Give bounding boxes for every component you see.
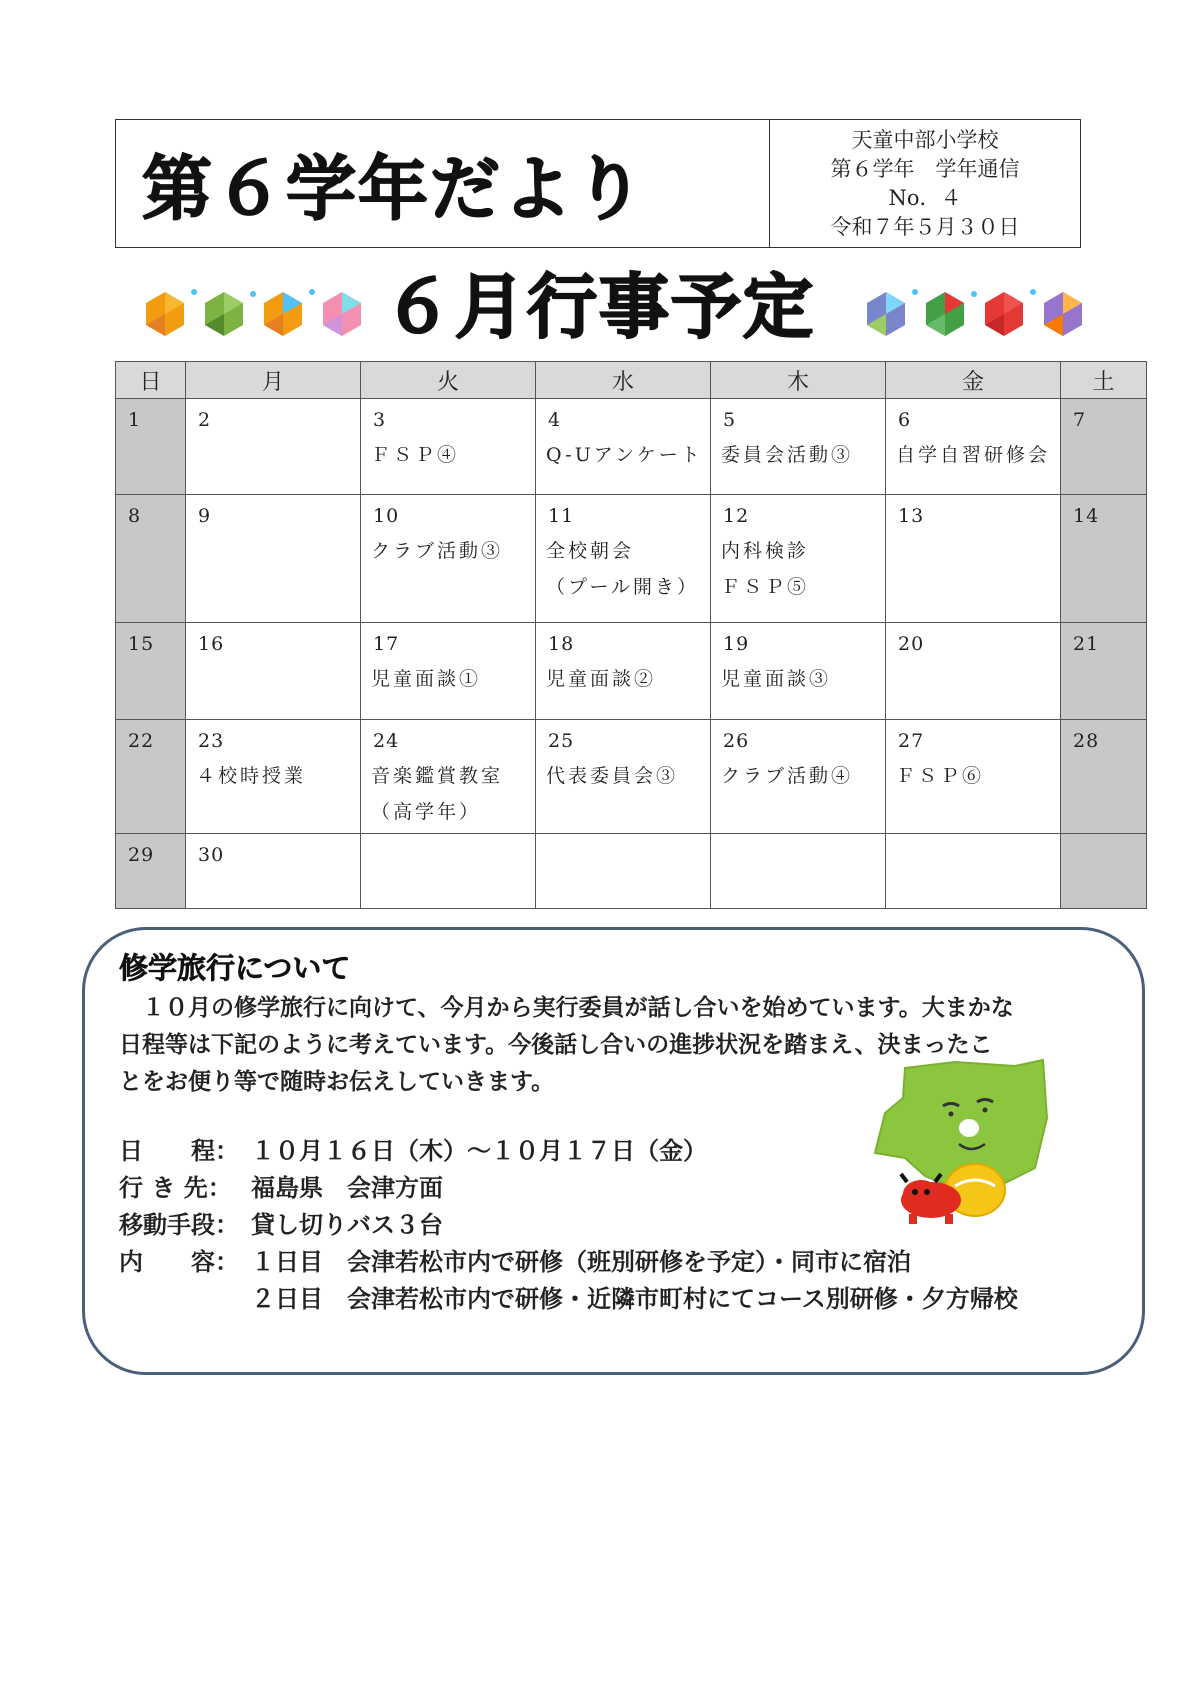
calendar-day-cell — [1061, 495, 1147, 623]
calendar-event: 児童面談② — [546, 668, 657, 690]
schedule-content-row — [119, 1241, 1018, 1278]
day-number: 8 — [128, 505, 142, 527]
intro-line: とをお便り等で随時お伝えしていきます。 — [119, 1069, 555, 1095]
day-number: 27 — [898, 730, 925, 752]
calendar-event: 児童面談① — [371, 668, 482, 690]
day-number: 26 — [723, 730, 750, 752]
trip-title: 修学旅行について — [119, 951, 351, 985]
day-number: 11 — [548, 505, 575, 527]
calendar-event: 内科検診 — [721, 540, 810, 562]
calendar-day-cell — [1061, 623, 1147, 720]
day-number — [536, 834, 710, 844]
calendar-day-cell — [886, 399, 1061, 495]
calendar-event: 児童面談③ — [721, 668, 832, 690]
calendar-empty-cell — [536, 834, 711, 909]
intro-line: １０月の修学旅行に向けて、今月から実行委員が話し合いを始めています。大まかな — [119, 995, 1014, 1021]
weekday-header: 土 — [1061, 362, 1147, 399]
school-trip-box — [82, 927, 1145, 1375]
day-number: 17 — [373, 633, 400, 655]
day-number: 6 — [898, 409, 912, 431]
calendar-day-cell — [536, 720, 711, 834]
calendar-day-cell — [536, 495, 711, 623]
calendar-day-cell — [886, 495, 1061, 623]
calendar-event: Q-Uアンケート — [546, 444, 703, 466]
schedule-day2: ２日目 会津若松市内で研修・近隣市町村にてコース別研修・夕方帰校 — [251, 1285, 1018, 1313]
fukushima-mascot-icon — [865, 1058, 1055, 1228]
intro-line: 日程等は下記のように考えています。今後話し合いの進捗状況を踏まえ、決まったこ — [119, 1032, 993, 1058]
day-number: 18 — [548, 633, 575, 655]
day-number: 22 — [128, 730, 155, 752]
schedule-label: 内 容： — [119, 1248, 239, 1276]
calendar-day-cell — [116, 495, 186, 623]
calendar-empty-cell — [886, 834, 1061, 909]
newsletter-info — [770, 120, 1080, 247]
newsletter-name: 第６学年 学年通信 — [830, 156, 1020, 181]
day-number — [361, 834, 535, 844]
calendar-day-cell — [536, 399, 711, 495]
calendar-day-cell — [116, 834, 186, 909]
issue-number: No．４ — [888, 185, 962, 210]
schedule-value: １０月１６日（木）～１０月１７日（金） — [251, 1137, 707, 1165]
calendar-day-cell — [361, 623, 536, 720]
calendar-event: ４校時授業 — [196, 765, 307, 787]
calendar-day-cell — [116, 623, 186, 720]
calendar-day-cell — [186, 495, 361, 623]
weekday-header: 日 — [116, 362, 186, 399]
weekday-header: 月 — [186, 362, 361, 399]
calendar-event: （高学年） — [371, 801, 482, 823]
calendar-day-cell — [711, 623, 886, 720]
weekday-header: 木 — [711, 362, 886, 399]
calendar-week-row — [116, 399, 1147, 495]
schedule-content-row-2 — [119, 1278, 1018, 1315]
calendar-week-row — [116, 834, 1147, 909]
hexagon-decoration-right-icon — [860, 282, 1090, 342]
day-number — [711, 834, 885, 844]
calendar-event: クラブ活動④ — [721, 765, 854, 787]
day-number: 4 — [548, 409, 562, 431]
calendar-day-cell — [1061, 720, 1147, 834]
day-number: 13 — [898, 505, 925, 527]
calendar-day-cell — [361, 720, 536, 834]
day-number — [1061, 834, 1146, 844]
day-number: 10 — [373, 505, 400, 527]
calendar-day-cell — [361, 495, 536, 623]
newsletter-title: 第６学年だより — [142, 148, 646, 230]
calendar-week-row — [116, 623, 1147, 720]
title-cell — [116, 120, 770, 247]
june-calendar — [115, 361, 1147, 909]
calendar-event: 自学自習研修会 — [896, 444, 1051, 466]
weekday-header: 水 — [536, 362, 711, 399]
day-number: 16 — [198, 633, 225, 655]
calendar-day-cell — [186, 399, 361, 495]
day-number: 12 — [723, 505, 750, 527]
hexagon-decoration-left-icon — [139, 282, 369, 342]
day-number: 5 — [723, 409, 737, 431]
school-name: 天童中部小学校 — [851, 127, 999, 152]
calendar-week-row — [116, 495, 1147, 623]
calendar-day-cell — [186, 834, 361, 909]
day-number: 7 — [1073, 409, 1087, 431]
schedule-label: 行 き 先： — [119, 1174, 232, 1202]
newsletter-header — [115, 119, 1081, 248]
day-number: 19 — [723, 633, 750, 655]
day-number: 28 — [1073, 730, 1100, 752]
day-number: 1 — [128, 409, 142, 431]
weekday-header: 火 — [361, 362, 536, 399]
day-number: 2 — [198, 409, 212, 431]
calendar-event: クラブ活動③ — [371, 540, 504, 562]
day-number: 25 — [548, 730, 575, 752]
day-number: 14 — [1073, 505, 1100, 527]
issue-date: 令和７年５月３０日 — [830, 214, 1020, 239]
day-number: 3 — [373, 409, 387, 431]
day-number: 23 — [198, 730, 225, 752]
day-number: 9 — [198, 505, 212, 527]
weekday-header-row — [116, 362, 1147, 399]
weekday-header: 金 — [886, 362, 1061, 399]
schedule-label: 移動手段： — [119, 1211, 239, 1239]
day-number: 24 — [373, 730, 400, 752]
calendar-day-cell — [711, 720, 886, 834]
calendar-day-cell — [116, 399, 186, 495]
calendar-event: 全校朝会 — [546, 540, 635, 562]
calendar-week-row — [116, 720, 1147, 834]
calendar-event: ＦＳＰ④ — [371, 444, 460, 466]
calendar-day-cell — [1061, 399, 1147, 495]
calendar-event: ＦＳＰ⑥ — [896, 765, 985, 787]
schedule-value: 福島県 会津方面 — [251, 1174, 443, 1202]
calendar-day-cell — [116, 720, 186, 834]
calendar-event: 音楽鑑賞教室 — [371, 765, 504, 787]
calendar-empty-cell — [711, 834, 886, 909]
day-number: 30 — [198, 844, 225, 866]
month-heading — [115, 262, 1095, 358]
calendar-day-cell — [711, 495, 886, 623]
calendar-empty-cell — [361, 834, 536, 909]
schedule-label: 日 程： — [119, 1137, 239, 1165]
month-title: ６月行事予定 — [383, 266, 815, 348]
calendar-day-cell — [186, 623, 361, 720]
calendar-day-cell — [536, 623, 711, 720]
calendar-day-cell — [886, 720, 1061, 834]
schedule-value: 貸し切りバス３台 — [251, 1211, 443, 1239]
calendar-event: （プール開き） — [546, 576, 700, 598]
calendar-event: 代表委員会③ — [546, 765, 679, 787]
day-number — [886, 834, 1060, 844]
schedule-day1: １日目 会津若松市内で研修（班別研修を予定）・同市に宿泊 — [251, 1248, 911, 1276]
day-number: 29 — [128, 844, 155, 866]
calendar-event: ＦＳＰ⑤ — [721, 576, 810, 598]
calendar-day-cell — [186, 720, 361, 834]
calendar-day-cell — [361, 399, 536, 495]
day-number: 21 — [1073, 633, 1100, 655]
calendar-empty-cell — [1061, 834, 1147, 909]
calendar-day-cell — [711, 399, 886, 495]
day-number: 15 — [128, 633, 155, 655]
calendar-event: 委員会活動③ — [721, 444, 854, 466]
calendar-day-cell — [886, 623, 1061, 720]
day-number: 20 — [898, 633, 925, 655]
